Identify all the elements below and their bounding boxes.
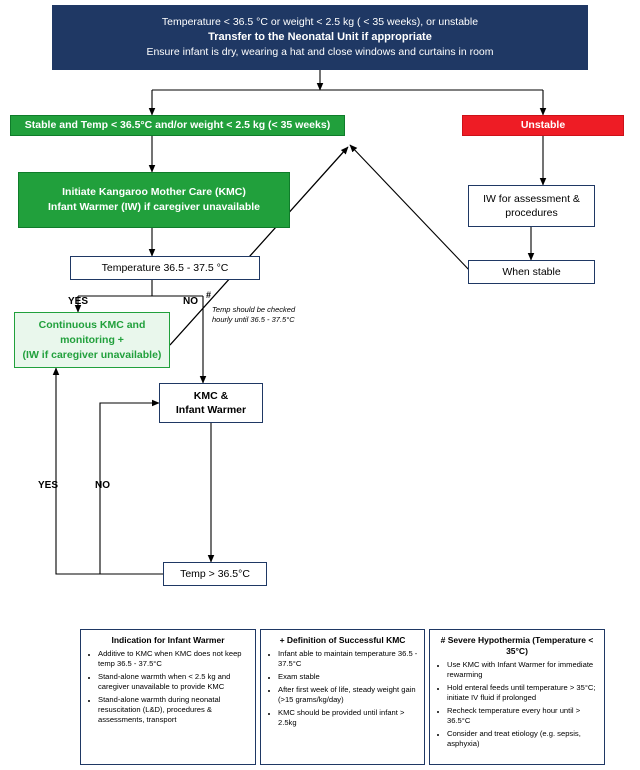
legend-item: • Stand-alone warmth when < 2.5 kg and caregiver unavailable to provide KMC: [98, 672, 249, 692]
continuous-kmc-line-1: Continuous KMC and: [38, 318, 146, 331]
legend-item: • KMC should be provided until infant > 2.5kg: [278, 708, 418, 728]
temperature-range-box: [70, 256, 260, 280]
iw-assessment-line-2: procedures: [505, 207, 558, 219]
top-banner: [52, 5, 588, 70]
legend-title-2: # Severe Hypothermia (Temperature < 35°C): [440, 635, 594, 656]
legend-item: • Infant able to maintain temperature 36.5 - 37.5°C: [278, 649, 418, 669]
stable-status-label: Stable and Temp < 36.5°C and/or weight < 2.5 kg (< 35 weeks): [24, 119, 331, 131]
initiate-kmc-line-1: Initiate Kangaroo Mother Care (KMC): [62, 186, 246, 198]
stable-status-bar: [10, 115, 345, 136]
edge-label-yes-1: YES: [68, 296, 89, 307]
continuous-kmc-line-3: (IW if caregiver unavailable): [22, 348, 162, 361]
kmc-iw-line-1: KMC &: [193, 390, 229, 402]
legend-item: • Use KMC with Infant Warmer for immediate rewarming: [447, 660, 598, 680]
legend-successful-kmc: [260, 629, 425, 765]
unstable-status-label: Unstable: [520, 119, 566, 131]
continuous-kmc-line-2: monitoring +: [60, 333, 124, 346]
banner-line-2: Transfer to the Neonatal Unit if appropriate: [208, 31, 432, 43]
legend-list-2: [436, 660, 598, 749]
edge-label-yes-2: YES: [38, 480, 59, 491]
legend-infant-warmer: [80, 629, 256, 765]
legend-title-1: + Definition of Successful KMC: [279, 635, 406, 645]
legend-severe-hypothermia: [429, 629, 605, 765]
legend-title-0: Indication for Infant Warmer: [111, 635, 225, 645]
legend-item: • Additive to KMC when KMC does not keep temp 36.5 - 37.5°C: [98, 649, 249, 669]
initiate-kmc-line-2: Infant Warmer (IW) if caregiver unavailable: [48, 201, 260, 213]
temp-check-note: Temp should be checked hourly until 36.5 - 37.5°C: [212, 305, 296, 324]
temperature-range-label: Temperature 36.5 - 37.5 °C: [101, 262, 229, 274]
legend-item: • Recheck temperature every hour until > 36.5°C: [447, 706, 598, 726]
continuous-kmc-box: [14, 312, 170, 368]
legend-item: • Stand-alone warmth during neonatal resuscitation (L&D), procedures & assessments, transport: [98, 695, 249, 726]
when-stable-box: [468, 260, 595, 284]
temp-threshold-label: Temp > 36.5°C: [180, 568, 250, 580]
unstable-status-bar: [462, 115, 624, 136]
legend-item: • Exam stable: [278, 672, 418, 682]
edge-label-no-1: NO: [183, 296, 198, 307]
when-stable-label: When stable: [502, 266, 561, 278]
banner-line-1: Temperature < 36.5 °C or weight < 2.5 kg ( < 35 weeks), or unstable: [161, 16, 479, 28]
iw-assessment-line-1: IW for assessment &: [483, 193, 580, 205]
legend-item: • Consider and treat etiology (e.g. sepsis, asphyxia): [447, 729, 598, 749]
legend-item: • Hold enteral feeds until temperature > 35°C; initiate IV fluid if prolonged: [447, 683, 598, 703]
banner-line-3: Ensure infant is dry, wearing a hat and close windows and curtains in room: [146, 46, 494, 58]
legend-item: • After first week of life, steady weight gain (>15 grams/kg/day): [278, 685, 418, 705]
temp-threshold-box: [163, 562, 267, 586]
hash-marker: #: [206, 290, 212, 300]
legend-list-0: [87, 649, 249, 725]
kmc-and-infant-warmer-box: [159, 383, 263, 423]
edge-label-no-2: NO: [95, 480, 110, 491]
iw-assessment-box: [468, 185, 595, 227]
legend-list-1: [267, 649, 418, 728]
kmc-iw-line-2: Infant Warmer: [175, 404, 247, 416]
initiate-kmc-box: [18, 172, 290, 228]
